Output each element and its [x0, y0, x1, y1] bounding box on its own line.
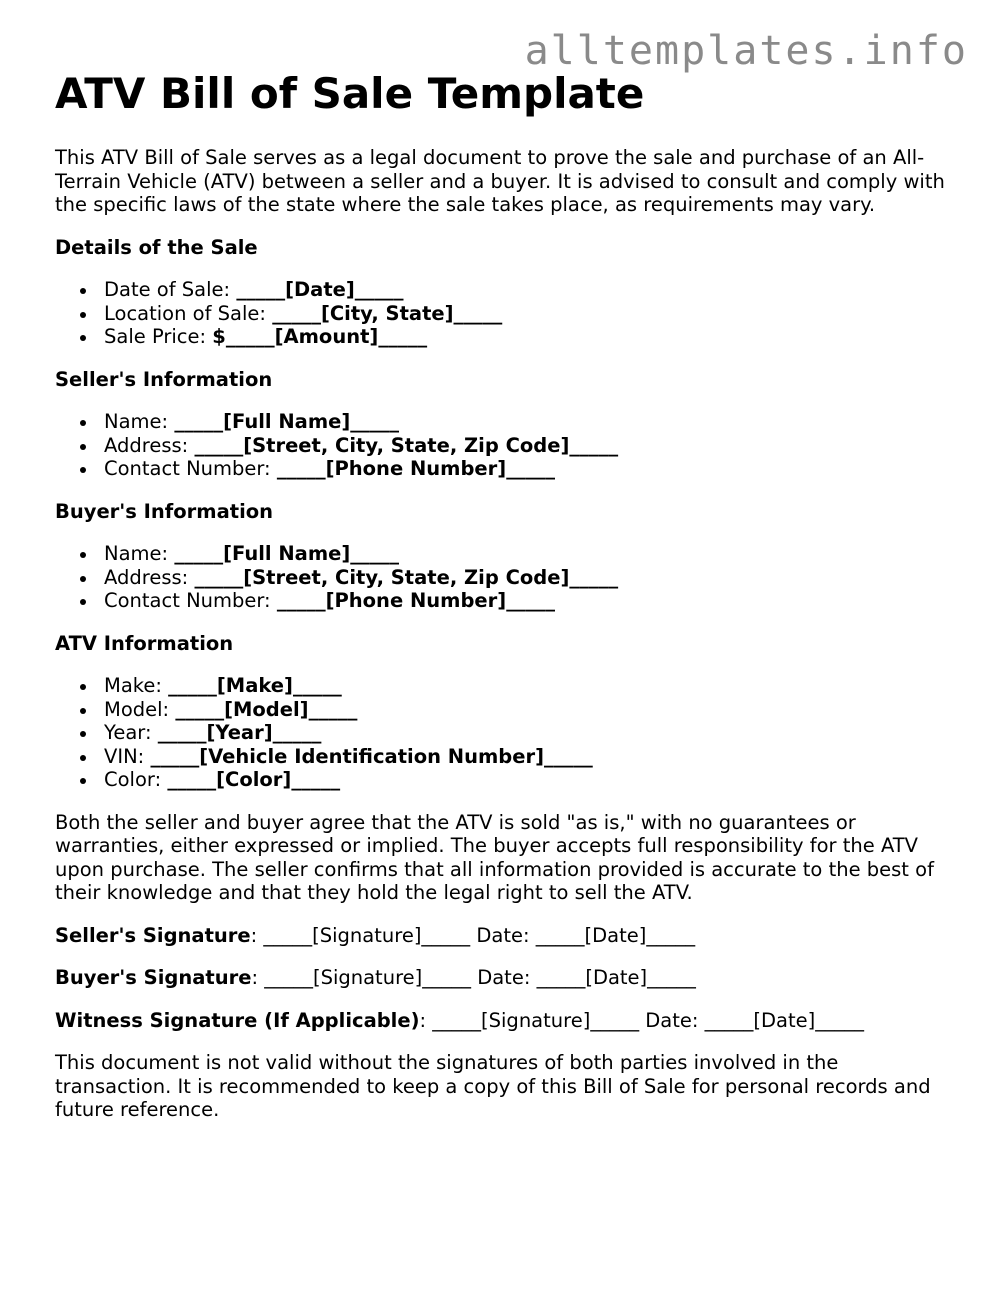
seller-info-heading: Seller's Information: [55, 367, 273, 391]
sale-details-list: [55, 278, 950, 349]
list-item: Contact Number: _____[Phone Number]_____: [104, 457, 950, 481]
watermark: alltemplates.info: [524, 28, 968, 74]
list-item: VIN: _____[Vehicle Identification Number]_____: [104, 745, 950, 769]
witness-signature-line: Witness Signature (If Applicable): _____[Signature]_____ Date: _____[Date]_____: [55, 1008, 864, 1032]
agreement-paragraph: Both the seller and buyer agree that the ATV is sold "as is," with no guarantees or warranties, either expressed or implied. The buyer accepts full responsibility for the ATV upon purchase. The seller confirms that all information provided is accurate to the best of their knowledge and that they hold the legal right to sell the ATV.: [55, 810, 934, 904]
list-item: Sale Price: $_____[Amount]_____: [104, 325, 950, 349]
list-item: Address: _____[Street, City, State, Zip Code]_____: [104, 566, 950, 590]
document-page: [55, 68, 950, 1141]
list-item: Model: _____[Model]_____: [104, 698, 950, 722]
document-title: ATV Bill of Sale Template: [55, 69, 645, 118]
list-item: Contact Number: _____[Phone Number]_____: [104, 589, 950, 613]
sale-details-heading: Details of the Sale: [55, 235, 258, 259]
closing-paragraph: This document is not valid without the signatures of both parties involved in the transaction. It is recommended to keep a copy of this Bill of Sale for personal records and future reference.: [55, 1051, 931, 1121]
list-item: Name: _____[Full Name]_____: [104, 410, 950, 434]
intro-paragraph: This ATV Bill of Sale serves as a legal document to prove the sale and purchase of an All-Terrain Vehicle (ATV) between a seller and a buyer. It is advised to consult and comply with the specific laws of the state where the sale takes place, as requirements may vary.: [55, 146, 945, 216]
list-item: Make: _____[Make]_____: [104, 674, 950, 698]
atv-info-heading: ATV Information: [55, 631, 234, 655]
buyer-signature-line: Buyer's Signature: _____[Signature]_____ Date: _____[Date]_____: [55, 966, 696, 989]
list-item: Name: _____[Full Name]_____: [104, 542, 950, 566]
list-item: Location of Sale: _____[City, State]_____: [104, 302, 950, 326]
atv-info-list: [55, 674, 950, 792]
buyer-info-heading: Buyer's Information: [55, 499, 274, 523]
list-item: Date of Sale: _____[Date]_____: [104, 278, 950, 302]
list-item: Year: _____[Year]_____: [104, 721, 950, 745]
list-item: Color: _____[Color]_____: [104, 768, 950, 792]
seller-info-list: [55, 410, 950, 481]
seller-signature-line: Seller's Signature: _____[Signature]_____ Date: _____[Date]_____: [55, 923, 696, 947]
list-item: Address: _____[Street, City, State, Zip Code]_____: [104, 434, 950, 458]
buyer-info-list: [55, 542, 950, 613]
